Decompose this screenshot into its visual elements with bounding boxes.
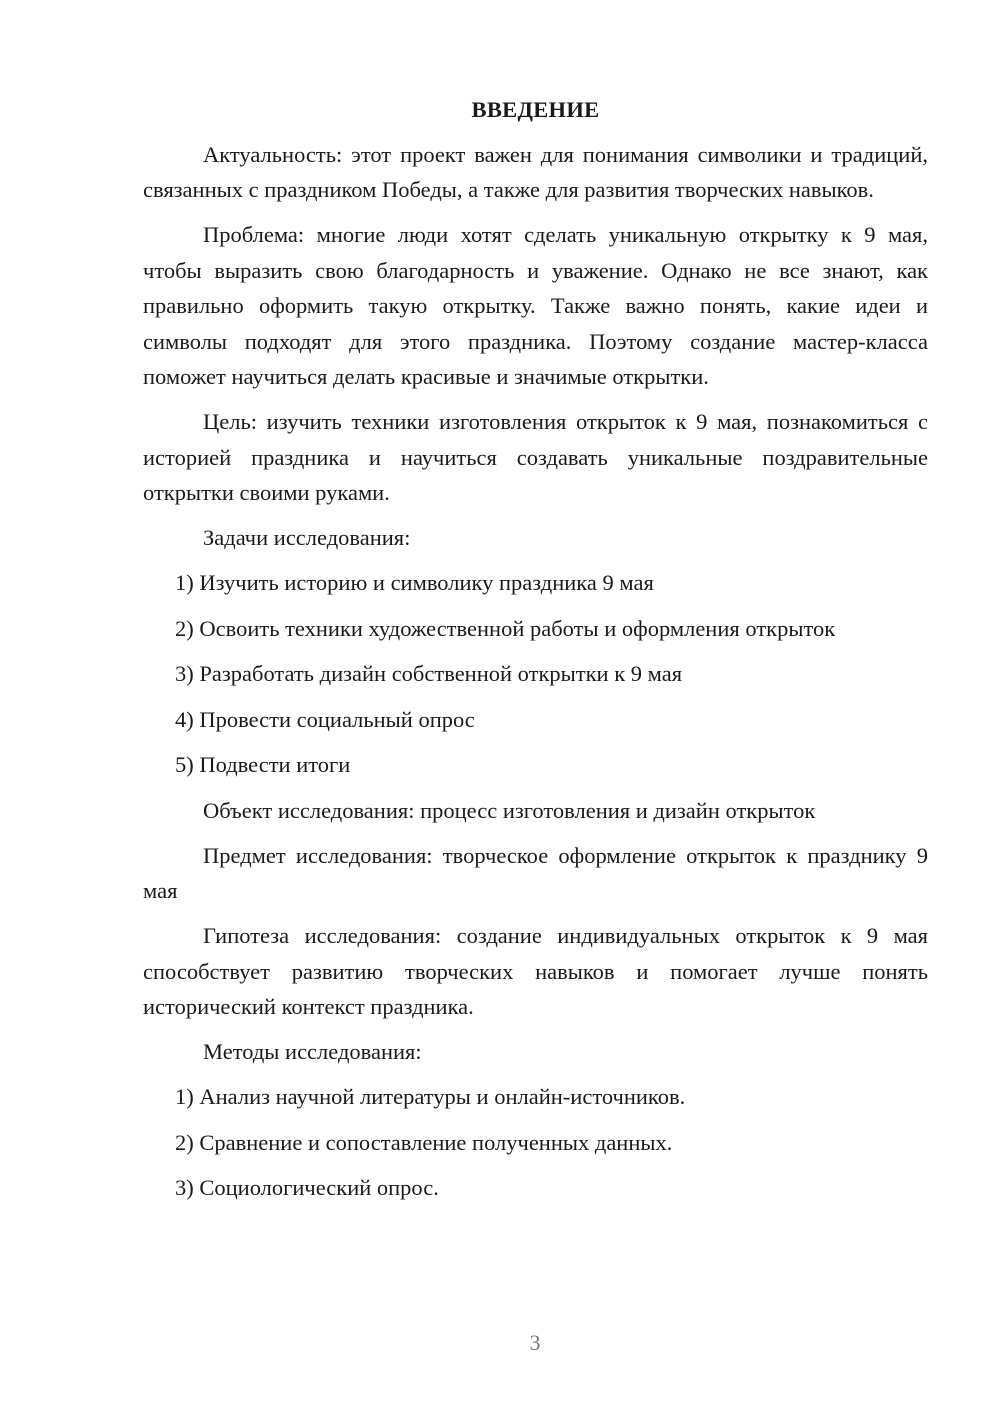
method-item: 2) Сравнение и сопоставление полученных данных. [175,1129,673,1155]
page-content [143,92,928,1216]
goal-paragraph: Цель: изучить техники изготовления открыток к 9 мая, познакомиться с историей праздника и научиться создавать уникальные поздравительные открытки своими руками. [143,409,928,505]
hypothesis-paragraph: Гипотеза исследования: создание индивидуальных открыток к 9 мая способствует развитию творческих навыков и помогает лучше понять исторический контекст праздника. [143,923,928,1019]
task-item: 1) Изучить историю и символику праздника 9 мая [175,570,654,595]
task-item: 3) Разработать дизайн собственной открытки к 9 мая [175,661,683,686]
subject-paragraph: Предмет исследования: творческое оформление открыток к празднику 9 мая [143,842,928,903]
methods-list [143,1079,928,1206]
task-item: 4) Провести социальный опрос [175,706,475,732]
method-item: 1) Анализ научной литературы и онлайн-источников. [175,1084,686,1109]
relevance-paragraph: Актуальность: этот проект важен для понимания символики и традиций, связанных с праздником Победы, а также для развития творческих навыков. [143,141,928,202]
method-item: 3) Социологический опрос. [175,1175,439,1200]
section-title: ВВЕДЕНИЕ [471,97,600,122]
methods-heading: Методы исследования: [203,1039,422,1064]
tasks-heading: Задачи исследования: [203,525,411,550]
object-paragraph: Объект исследования: процесс изготовления и дизайн открыток [203,797,816,823]
task-item: 5) Подвести итоги [175,752,351,777]
tasks-list [143,565,928,783]
task-item: 2) Освоить техники художественной работы и оформления открыток [175,615,836,641]
page-number: 3 [529,1330,541,1355]
problem-paragraph: Проблема: многие люди хотят сделать уникальную открытку к 9 мая, чтобы выразить свою благодарность и уважение. Однако не все знают, как правильно оформить такую открытку. Также важно понять, какие идеи и символы подходят для этого праздника. Поэтому создание мастер-класса поможет научиться делать красивые и значимые открытки. [143,222,928,389]
